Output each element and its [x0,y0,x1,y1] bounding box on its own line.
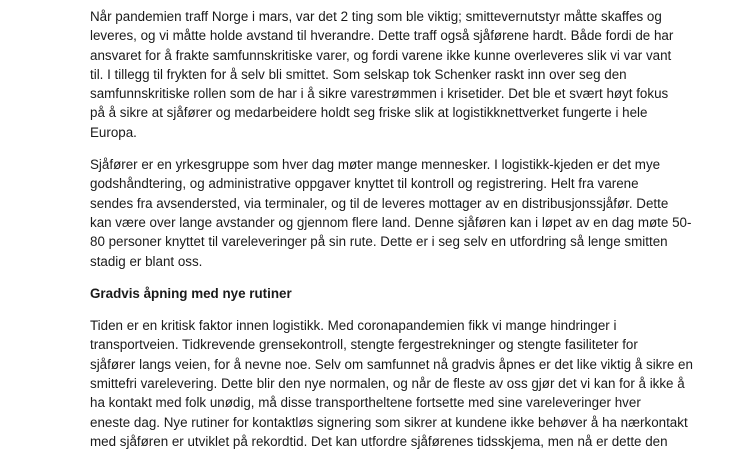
paragraph-new-routines [90,316,693,451]
paragraph-pandemic-intro [90,7,690,142]
text-line: leveres, og vi måtte holde avstand til hverandre. Dette traff også sjåførene hardt. Både fordi de har [90,28,674,44]
text-line: 80 personer knyttet til vareleveringer på sin rute. Dette er i seg selv en utfordring så lenge smitten [90,234,668,250]
text-line: ha kontakt med folk unødig, må disse transportheltene fortsette med sine vareleveringer hver [90,395,641,411]
text-line: Europa. [90,124,137,140]
text-line: på å sikre at sjåfører og medarbeidere holdt seg friske slik at logistikknettverket fungerte i hele [90,105,648,121]
text-line: med sjåføren er utviklet på rekordtid. Det kan utfordre sjåførenes tidsskjema, men nå er dette den [90,433,668,449]
text-line: sendes fra avsendersted, via terminaler, og til de leveres mottager av en distribusjonssjåfør. Dette [90,195,669,211]
text-line: eneste dag. Nye rutiner for kontaktløs signering som sikrer at kundene ikke behøver å ha nærkontakt [90,414,688,430]
paragraph-drivers [90,155,690,271]
text-line: godshåndtering, og administrative oppgaver knyttet til kontroll og registrering. Helt fra varene [90,176,639,192]
text-line: Tiden er en kritisk faktor innen logistikk. Med coronapandemien fikk vi mange hindringer i [90,318,617,334]
text-line: smittefri varelevering. Dette blir den nye normalen, og når de fleste av oss gjør det vi kan for å ikke å [90,376,685,392]
text-line: Når pandemien traff Norge i mars, var det 2 ting som ble viktig; smittevernutstyr måtte skaffes og [90,9,662,24]
text-line: sjåfører langs veien, for å nevne noe. Selv om samfunnet nå gradvis åpnes er det like viktig å sikre en [90,356,693,372]
text-line: samfunnskritiske rollen som de har i å sikre varestrømmen i krisetider. Det ble et svært høyt fokus [90,86,669,102]
text-line: til. I tillegg til frykten for å selv bli smittet. Som selskap tok Schenker raskt inn over seg den [90,66,627,82]
section-heading: Gradvis åpning med nye rutiner [90,285,292,301]
text-line: stadig er blant oss. [90,253,203,269]
text-line: transportveien. Tidkrevende grensekontroll, stengte fergestrekninger og stengte fasiliteter for [90,337,638,353]
text-line: Sjåfører er en yrkesgruppe som hver dag møter mange mennesker. I logistikk-kjeden er det mye [90,157,661,173]
document-body [90,7,693,464]
text-line: kan være over lange avstander og gjennom flere land. Denne sjåføren kan i løpet av en dag møte 50- [90,214,692,230]
text-line: ansvaret for å frakte samfunnskritiske varer, og fordi varene ikke kunne overleveres slik vi var vant [90,47,672,63]
